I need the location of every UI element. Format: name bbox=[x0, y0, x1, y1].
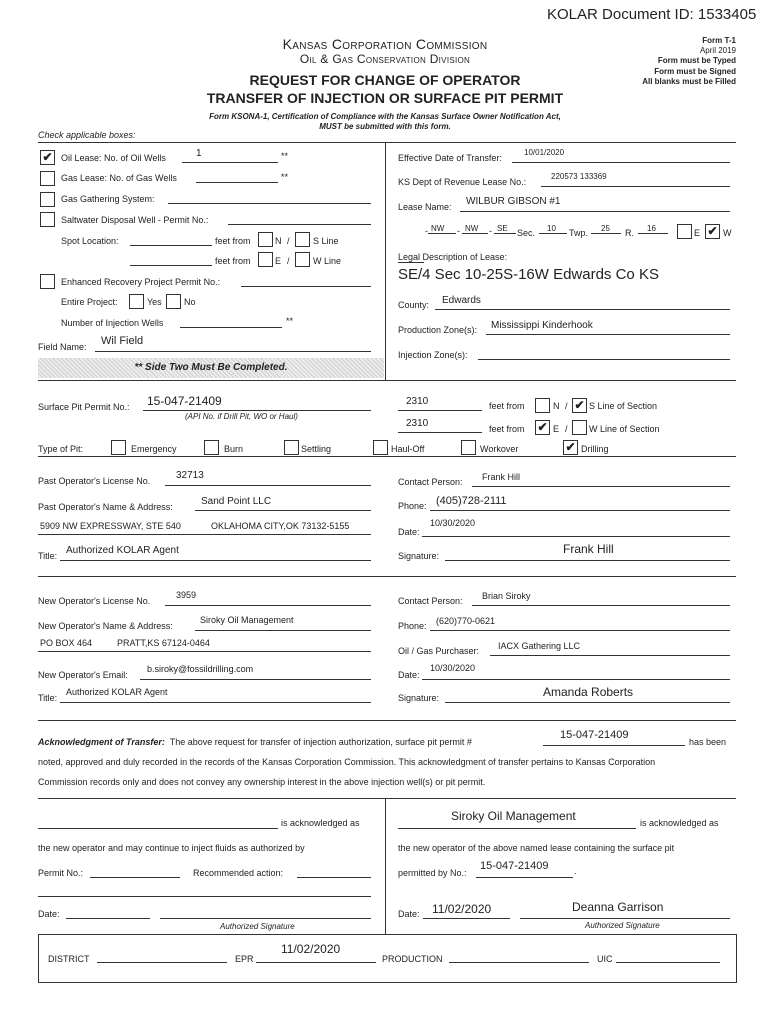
spot-w-label: W Line bbox=[313, 256, 342, 266]
new-contact-label: Contact Person: bbox=[398, 596, 463, 606]
gas-gathering-line[interactable] bbox=[168, 203, 371, 204]
note-signed: Form must be Signed bbox=[654, 67, 736, 76]
new-title-label: Title: bbox=[38, 693, 58, 703]
production-line[interactable] bbox=[449, 962, 589, 963]
new-contact-line bbox=[472, 605, 730, 606]
ksona-note-2: MUST be submitted with this form. bbox=[319, 122, 451, 131]
prod-zone-value[interactable]: Mississippi Kinderhook bbox=[491, 320, 593, 331]
form-date: April 2019 bbox=[699, 46, 736, 55]
past-date-value[interactable]: 10/30/2020 bbox=[430, 518, 476, 528]
twp-value[interactable]: 25 bbox=[601, 224, 610, 233]
pit-permit-line bbox=[143, 410, 371, 411]
gas-gathering-label: Gas Gathering System: bbox=[61, 194, 155, 204]
check-boxes-label: Check applicable boxes: bbox=[38, 130, 136, 140]
ack-left-is-ack: is acknowledged as bbox=[281, 818, 360, 828]
new-name-label: New Operator's Name & Address: bbox=[38, 621, 173, 631]
new-email-line bbox=[140, 679, 371, 680]
past-addr-line bbox=[38, 534, 371, 535]
pit-type-underline bbox=[38, 456, 736, 457]
side-two-note: ** Side Two Must Be Completed. bbox=[134, 362, 288, 373]
past-title-label: Title: bbox=[38, 551, 58, 561]
ack-rec-action-line[interactable] bbox=[297, 877, 371, 878]
new-contact-value[interactable]: Brian Siroky bbox=[482, 591, 531, 601]
spot-feet-from-2: feet from bbox=[215, 256, 251, 266]
spot-ew-line[interactable] bbox=[130, 265, 212, 266]
new-sig-line bbox=[445, 702, 730, 703]
past-name-value[interactable]: Sand Point LLC bbox=[201, 496, 272, 507]
new-date-label: Date: bbox=[398, 670, 420, 680]
pit-permit-value[interactable]: 15-047-21409 bbox=[147, 394, 222, 408]
new-phone-label: Phone: bbox=[398, 621, 427, 631]
entire-project-label: Entire Project: bbox=[61, 297, 118, 307]
ack-heading: Acknowledgment of Transfer: bbox=[38, 737, 165, 747]
new-addr1[interactable]: PO BOX 464 bbox=[40, 638, 93, 648]
q-dash-2: - bbox=[457, 226, 460, 236]
pit-workover-label: Workover bbox=[480, 444, 519, 454]
slash-sep: / bbox=[287, 256, 290, 266]
county-value[interactable]: Edwards bbox=[442, 295, 481, 306]
q2-value[interactable]: NW bbox=[465, 224, 479, 233]
new-title-value[interactable]: Authorized KOLAR Agent bbox=[66, 687, 168, 697]
legal-desc-label: Legal Description of Lease: bbox=[398, 252, 508, 262]
section-rule bbox=[38, 720, 736, 721]
num-injection-line[interactable] bbox=[180, 327, 282, 328]
ack-right-signature[interactable]: Deanna Garrison bbox=[572, 900, 664, 914]
rng-e-checkbox[interactable] bbox=[677, 224, 692, 239]
sec-value[interactable]: 10 bbox=[547, 224, 556, 233]
ack-right-name-line bbox=[398, 828, 636, 829]
pit-ft1-value[interactable]: 2310 bbox=[406, 396, 429, 407]
ack-left-new-op: the new operator and may continue to inject fluids as authorized by bbox=[38, 843, 305, 853]
ack-permitted-by-line bbox=[476, 877, 573, 878]
past-lic-value[interactable]: 32713 bbox=[176, 470, 204, 481]
pit-settling-label: Settling bbox=[301, 444, 332, 454]
num-injection-label: Number of Injection Wells bbox=[61, 318, 164, 328]
uic-label: UIC bbox=[597, 954, 613, 964]
ack-permit-value[interactable]: 15-047-21409 bbox=[560, 729, 629, 741]
rng-w-checkbox[interactable]: ✔ bbox=[705, 224, 720, 239]
new-purchaser-line bbox=[490, 655, 730, 656]
ack-line-1 bbox=[38, 737, 472, 747]
pit-w-label: W Line of Section bbox=[589, 424, 660, 434]
ack-right-new-op: the new operator of the above named lease containing the surface pit bbox=[398, 843, 675, 853]
oil-lease-checkbox[interactable]: ✔ bbox=[40, 150, 55, 165]
field-name-line bbox=[95, 351, 371, 352]
past-phone-value[interactable]: (405)728-2111 bbox=[436, 495, 507, 507]
slash-sep: / bbox=[565, 401, 568, 411]
spot-ns-line[interactable] bbox=[130, 245, 212, 246]
past-date-label: Date: bbox=[398, 527, 420, 537]
rng-value[interactable]: 16 bbox=[647, 224, 656, 233]
spot-location-label: Spot Location: bbox=[61, 236, 119, 246]
q1-line bbox=[398, 262, 424, 263]
pit-emergency-checkbox[interactable] bbox=[111, 440, 126, 455]
inj-zone-label: Injection Zone(s): bbox=[398, 350, 468, 360]
eor-label: Enhanced Recovery Project Permit No.: bbox=[61, 277, 221, 287]
pit-drilling-checkbox[interactable]: ✔ bbox=[563, 440, 578, 455]
pit-burn-label: Burn bbox=[224, 444, 244, 454]
lease-name-label: Lease Name: bbox=[398, 202, 452, 212]
ack-divider bbox=[385, 798, 386, 934]
rng-w-label: W bbox=[723, 228, 732, 238]
entire-project-yes-checkbox[interactable] bbox=[129, 294, 144, 309]
prod-zone-line bbox=[486, 334, 730, 335]
sec-underline bbox=[539, 233, 567, 234]
ack-left-date-line[interactable] bbox=[66, 918, 150, 919]
agency-name: Kansas Corporation Commission bbox=[282, 36, 488, 52]
past-addr2[interactable]: OKLAHOMA CITY,OK 73132-5155 bbox=[211, 521, 350, 531]
swd-label: Saltwater Disposal Well - Permit No.: bbox=[61, 215, 209, 225]
spot-feet-from-1: feet from bbox=[215, 236, 251, 246]
ks-dept-label: KS Dept of Revenue Lease No.: bbox=[398, 177, 527, 187]
pit-ft2-value[interactable]: 2310 bbox=[406, 418, 429, 429]
eff-date-label: Effective Date of Transfer: bbox=[398, 153, 502, 163]
ksona-note-1: Form KSONA-1, Certification of Compliance with the Kansas Surface Owner Notification Act, bbox=[209, 112, 561, 121]
epr-label: EPR bbox=[235, 954, 254, 964]
new-lic-value[interactable]: 3959 bbox=[176, 590, 197, 600]
form-number: Form T-1 bbox=[702, 36, 736, 45]
ack-left-auth-sig: Authorized Signature bbox=[220, 922, 295, 931]
prod-zone-label: Production Zone(s): bbox=[398, 325, 478, 335]
sec-label: Sec. bbox=[517, 228, 536, 238]
ack-permit-line bbox=[543, 745, 685, 746]
note-typed: Form must be Typed bbox=[657, 56, 736, 65]
past-contact-line bbox=[472, 486, 730, 487]
pit-burn-checkbox[interactable] bbox=[204, 440, 219, 455]
pit-workover-checkbox[interactable] bbox=[461, 440, 476, 455]
new-purchaser-value[interactable]: IACX Gathering LLC bbox=[498, 641, 581, 651]
form-title-2: TRANSFER OF INJECTION OR SURFACE PIT PERMIT bbox=[206, 90, 564, 106]
new-purchaser-label: Oil / Gas Purchaser: bbox=[398, 646, 480, 656]
ack-right-permit-value[interactable]: 15-047-21409 bbox=[480, 860, 549, 872]
lease-name-value[interactable]: WILBUR GIBSON #1 bbox=[466, 196, 561, 207]
pit-feet-from-1: feet from bbox=[489, 401, 525, 411]
ack-text-1: The above request for transfer of injection authorization, surface pit permit # bbox=[169, 737, 472, 747]
pit-w-checkbox[interactable] bbox=[572, 420, 587, 435]
new-lic-label: New Operator's License No. bbox=[38, 596, 151, 606]
q-dash-3: - bbox=[489, 226, 492, 236]
division-name: Oil & Gas Conservation Division bbox=[299, 52, 471, 66]
pit-e-checkbox[interactable]: ✔ bbox=[535, 420, 550, 435]
gas-lease-checkbox[interactable] bbox=[40, 171, 55, 186]
kolar-doc-id: KOLAR Document ID: 1533405 bbox=[547, 6, 757, 23]
gas-gathering-checkbox[interactable] bbox=[40, 192, 55, 207]
new-lic-line bbox=[165, 605, 371, 606]
period-mark: . bbox=[574, 866, 577, 876]
past-phone-label: Phone: bbox=[398, 501, 427, 511]
q-dash-1: - bbox=[425, 226, 428, 236]
ack-right-name-value[interactable]: Siroky Oil Management bbox=[451, 809, 576, 823]
pit-settling-checkbox[interactable] bbox=[284, 440, 299, 455]
pit-haul-off-checkbox[interactable] bbox=[373, 440, 388, 455]
pit-e-label: E bbox=[553, 424, 560, 434]
pit-api-note: (API No. if Drill Pit, WO or Haul) bbox=[185, 412, 298, 421]
past-contact-value[interactable]: Frank Hill bbox=[482, 472, 521, 482]
ack-right-date-value[interactable]: 11/02/2020 bbox=[432, 902, 492, 916]
ack-text-2: noted, approved and duly recorded in the records of the Kansas Corporation Commission. This acknowledgment of transfer pertains to Kansas Corporation bbox=[38, 757, 656, 767]
section-rule bbox=[38, 798, 736, 799]
past-title-line bbox=[60, 560, 371, 561]
pit-n-checkbox[interactable] bbox=[535, 398, 550, 413]
lease-name-line bbox=[460, 211, 730, 212]
new-phone-line bbox=[430, 630, 730, 631]
section-rule bbox=[38, 142, 736, 143]
past-phone-line bbox=[430, 510, 730, 511]
field-name-label: Field Name: bbox=[38, 342, 87, 352]
pit-emergency-label: Emergency bbox=[131, 444, 177, 454]
new-signature[interactable]: Amanda Roberts bbox=[543, 685, 634, 699]
q2-underline bbox=[462, 233, 488, 234]
pit-type-label: Type of Pit: bbox=[38, 444, 84, 454]
spot-n-checkbox[interactable] bbox=[258, 232, 273, 247]
oil-lease-label: Oil Lease: No. of Oil Wells bbox=[61, 153, 166, 163]
spot-n-label: N bbox=[275, 236, 282, 246]
past-signature[interactable]: Frank Hill bbox=[563, 542, 614, 556]
ack-permit-no-label: Permit No.: bbox=[38, 868, 84, 878]
new-addr-line bbox=[38, 651, 371, 652]
past-contact-label: Contact Person: bbox=[398, 477, 463, 487]
gas-wells-stars: ** bbox=[281, 172, 289, 182]
ack-permit-no-line[interactable] bbox=[90, 877, 180, 878]
past-date-line bbox=[422, 536, 730, 537]
legal-desc-value[interactable]: SE/4 Sec 10-25S-16W Edwards Co KS bbox=[398, 266, 659, 283]
spot-w-checkbox[interactable] bbox=[295, 252, 310, 267]
oil-wells-stars: ** bbox=[281, 151, 289, 161]
ack-rec-action-line-2[interactable] bbox=[38, 896, 371, 897]
pit-drilling-label: Drilling bbox=[581, 444, 609, 454]
ack-text-3: Commission records only and does not convey any ownership interest in the above injection well(s) or pit permit. bbox=[38, 777, 486, 787]
eff-date-line bbox=[512, 162, 730, 163]
new-title-line bbox=[60, 702, 371, 703]
past-name-line bbox=[195, 510, 371, 511]
ack-left-date-label: Date: bbox=[38, 909, 60, 919]
ack-right-sig-line bbox=[520, 918, 730, 919]
past-lic-label: Past Operator's License No. bbox=[38, 476, 151, 486]
eff-date-value[interactable]: 10/01/2020 bbox=[524, 148, 565, 157]
section-rule bbox=[38, 380, 736, 381]
ack-right-auth-sig: Authorized Signature bbox=[585, 921, 660, 930]
swd-permit-line[interactable] bbox=[228, 224, 371, 225]
ks-dept-value[interactable]: 220573 133369 bbox=[551, 172, 607, 181]
new-email-label: New Operator's Email: bbox=[38, 670, 128, 680]
new-email-value[interactable]: b.siroky@fossildrilling.com bbox=[147, 664, 254, 674]
ack-right-date-label: Date: bbox=[398, 909, 420, 919]
ack-permitted-by-label: permitted by No.: bbox=[398, 868, 467, 878]
q1-value[interactable]: NW bbox=[431, 224, 445, 233]
pit-s-checkbox[interactable]: ✔ bbox=[572, 398, 587, 413]
ack-right-date-line bbox=[423, 918, 510, 919]
q1-underline bbox=[428, 233, 456, 234]
new-sig-label: Signature: bbox=[398, 693, 440, 703]
spot-s-checkbox[interactable] bbox=[295, 232, 310, 247]
ack-has-been: has been bbox=[689, 737, 727, 747]
pit-feet-from-2: feet from bbox=[489, 424, 525, 434]
past-sig-line bbox=[445, 560, 730, 561]
gas-wells-line[interactable] bbox=[196, 182, 278, 183]
section-rule bbox=[38, 576, 736, 577]
rng-label: R. bbox=[625, 228, 634, 238]
twp-label: Twp. bbox=[569, 228, 589, 238]
district-line[interactable] bbox=[97, 962, 227, 963]
field-name-value[interactable]: Wil Field bbox=[101, 335, 144, 347]
eor-checkbox[interactable] bbox=[40, 274, 55, 289]
past-title-value[interactable]: Authorized KOLAR Agent bbox=[66, 545, 179, 556]
slash-sep: / bbox=[287, 236, 290, 246]
entire-project-no-label: No bbox=[184, 297, 196, 307]
pit-n-label: N bbox=[553, 401, 560, 411]
q3-value[interactable]: SE bbox=[497, 224, 508, 233]
spot-e-label: E bbox=[275, 256, 282, 266]
gas-lease-label: Gas Lease: No. of Gas Wells bbox=[61, 173, 177, 183]
county-line bbox=[435, 309, 730, 310]
new-addr2[interactable]: PRATT,KS 67124-0464 bbox=[117, 638, 210, 648]
past-addr1[interactable]: 5909 NW EXPRESSWAY, STE 540 bbox=[40, 521, 181, 531]
inj-zone-line[interactable] bbox=[478, 359, 730, 360]
ks-dept-line bbox=[541, 186, 730, 187]
pit-ft2-line bbox=[398, 432, 482, 433]
ack-left-name-line[interactable] bbox=[38, 828, 278, 829]
section-divider bbox=[385, 142, 386, 380]
rng-e-label: E bbox=[694, 228, 701, 238]
county-label: County: bbox=[398, 300, 430, 310]
past-sig-label: Signature: bbox=[398, 551, 440, 561]
rng-underline bbox=[638, 233, 668, 234]
new-date-line bbox=[422, 679, 730, 680]
district-label: DISTRICT bbox=[48, 954, 90, 964]
past-name-label: Past Operator's Name & Address: bbox=[38, 502, 173, 512]
new-name-value[interactable]: Siroky Oil Management bbox=[200, 615, 294, 625]
ack-left-sig-line[interactable] bbox=[160, 918, 371, 919]
spot-s-label: S Line bbox=[313, 236, 339, 246]
epr-line bbox=[256, 962, 376, 963]
twp-underline bbox=[591, 233, 621, 234]
uic-line[interactable] bbox=[616, 962, 720, 963]
form-title-1: REQUEST FOR CHANGE OF OPERATOR bbox=[249, 72, 521, 88]
epr-date-value[interactable]: 11/02/2020 bbox=[281, 942, 341, 956]
past-lic-line bbox=[165, 485, 371, 486]
pit-ft1-line bbox=[398, 410, 482, 411]
new-name-line bbox=[195, 630, 371, 631]
new-phone-value[interactable]: (620)770-0621 bbox=[436, 616, 496, 626]
num-injection-stars: ** bbox=[286, 316, 294, 326]
swd-checkbox[interactable] bbox=[40, 212, 55, 227]
production-label: PRODUCTION bbox=[382, 954, 443, 964]
spot-e-checkbox[interactable] bbox=[258, 252, 273, 267]
note-filled: All blanks must be Filled bbox=[642, 77, 736, 86]
q3-underline bbox=[494, 233, 516, 234]
entire-project-no-checkbox[interactable] bbox=[166, 294, 181, 309]
ack-right-is-ack: is acknowledged as bbox=[640, 818, 719, 828]
entire-project-yes-label: Yes bbox=[147, 297, 162, 307]
pit-permit-label: Surface Pit Permit No.: bbox=[38, 402, 130, 412]
new-date-value[interactable]: 10/30/2020 bbox=[430, 663, 476, 673]
eor-permit-line[interactable] bbox=[241, 286, 371, 287]
oil-wells-value[interactable]: 1 bbox=[196, 148, 202, 159]
pit-s-label: S Line of Section bbox=[589, 401, 658, 411]
oil-wells-line bbox=[182, 162, 278, 163]
pit-haul-off-label: Haul-Off bbox=[391, 444, 425, 454]
slash-sep: / bbox=[565, 424, 568, 434]
ack-rec-action-label: Recommended action: bbox=[193, 868, 284, 878]
